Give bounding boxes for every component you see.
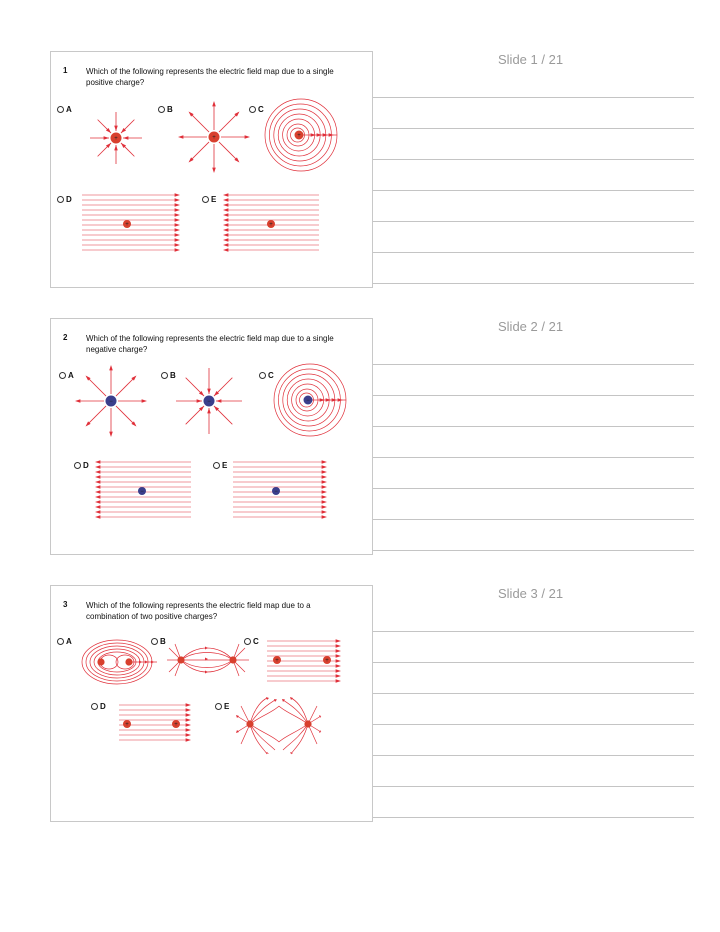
field-line xyxy=(191,142,209,160)
field-line xyxy=(116,378,134,396)
option-label: E xyxy=(211,195,217,204)
arrowhead xyxy=(336,639,341,643)
field-line xyxy=(191,114,209,132)
arrowhead xyxy=(186,713,191,717)
arrowhead xyxy=(223,203,228,207)
arrowhead xyxy=(322,510,327,514)
arrowhead xyxy=(322,475,327,479)
radio-button[interactable] xyxy=(158,106,165,113)
arrowhead xyxy=(212,168,216,173)
arrowhead xyxy=(207,389,211,394)
charge-sign: − xyxy=(140,489,144,495)
arrowhead xyxy=(336,664,341,668)
arrowhead xyxy=(336,659,341,663)
radio-button[interactable] xyxy=(259,372,266,379)
charge-sign: + xyxy=(114,136,118,142)
note-line xyxy=(373,631,694,632)
radio-button[interactable] xyxy=(213,462,220,469)
radio-button[interactable] xyxy=(249,106,256,113)
slide-2 xyxy=(50,318,373,555)
arrowhead xyxy=(175,208,180,212)
arrowhead xyxy=(336,649,341,653)
field-line xyxy=(88,406,106,424)
option-d[interactable] xyxy=(57,195,72,204)
option-a[interactable] xyxy=(57,105,72,114)
option-c[interactable] xyxy=(249,105,264,114)
option-b[interactable] xyxy=(158,105,173,114)
arrowhead xyxy=(223,223,228,227)
charge-sign: + xyxy=(174,722,178,728)
field-line xyxy=(116,406,134,424)
arrowhead xyxy=(95,480,100,484)
arrowhead xyxy=(212,101,216,106)
charge-sign: + xyxy=(325,658,329,664)
question-number: 3 xyxy=(63,600,68,609)
field-map-a xyxy=(76,366,146,436)
field-map-c xyxy=(274,361,346,439)
note-line xyxy=(373,283,694,284)
option-label: B xyxy=(160,637,166,646)
arrowhead xyxy=(175,243,180,247)
arrowhead xyxy=(216,399,221,403)
question-text: Which of the following represents the electric field map due to a combination of two positive charges? xyxy=(86,601,311,621)
arrowhead xyxy=(223,238,228,242)
note-line xyxy=(373,786,694,787)
note-line xyxy=(373,488,694,489)
note-line xyxy=(373,755,694,756)
radio-button[interactable] xyxy=(74,462,81,469)
slide-3 xyxy=(50,585,373,822)
arrowhead xyxy=(223,218,228,222)
charge-sign: + xyxy=(212,135,216,141)
option-label: C xyxy=(268,371,274,380)
radio-button[interactable] xyxy=(161,372,168,379)
radio-button[interactable] xyxy=(202,196,209,203)
option-label: D xyxy=(100,702,106,711)
arrowhead xyxy=(95,505,100,509)
slide-1 xyxy=(50,51,373,288)
arrowhead xyxy=(322,495,327,499)
note-line xyxy=(373,97,694,98)
arrowhead xyxy=(322,470,327,474)
arrowhead xyxy=(186,723,191,727)
option-label: D xyxy=(66,195,72,204)
arrowhead xyxy=(178,135,183,139)
option-label: D xyxy=(83,461,89,470)
charge xyxy=(246,720,253,727)
arrowhead xyxy=(95,510,100,514)
arrowhead xyxy=(322,465,327,469)
field-map-b xyxy=(179,102,249,172)
option-label: B xyxy=(170,371,176,380)
arrowhead xyxy=(95,465,100,469)
arrowhead xyxy=(175,228,180,232)
option-d[interactable] xyxy=(74,461,89,470)
arrowhead xyxy=(95,515,100,519)
note-line xyxy=(373,426,694,427)
radio-button[interactable] xyxy=(59,372,66,379)
arrowhead xyxy=(109,432,113,437)
arrowhead xyxy=(175,233,180,237)
field-map-e xyxy=(235,696,331,756)
arrowhead xyxy=(95,495,100,499)
slide-label: Slide 3 / 21 xyxy=(498,586,564,601)
field-map-c xyxy=(265,638,341,684)
arrowhead xyxy=(336,674,341,678)
arrowhead xyxy=(114,145,118,150)
radio-button[interactable] xyxy=(57,106,64,113)
option-label: E xyxy=(224,702,230,711)
arrowhead xyxy=(223,243,228,247)
arrowhead xyxy=(109,365,113,370)
arrowhead xyxy=(322,460,327,464)
question-number: 1 xyxy=(63,66,68,75)
arrowhead xyxy=(186,733,191,737)
note-line xyxy=(373,457,694,458)
arrowhead xyxy=(311,133,316,137)
charge xyxy=(229,656,236,663)
arrowhead xyxy=(175,238,180,242)
arrowhead xyxy=(95,470,100,474)
note-line xyxy=(373,364,694,365)
arrowhead xyxy=(322,515,327,519)
option-e[interactable] xyxy=(202,195,216,204)
field-map-e xyxy=(223,192,321,254)
arrowhead xyxy=(95,500,100,504)
slide-label: Slide 2 / 21 xyxy=(498,319,564,334)
arrowhead xyxy=(186,708,191,712)
field-map-a xyxy=(81,638,157,686)
note-line xyxy=(373,221,694,222)
note-line xyxy=(373,817,694,818)
note-line xyxy=(373,724,694,725)
radio-button[interactable] xyxy=(91,703,98,710)
radio-button[interactable] xyxy=(57,638,64,645)
note-line xyxy=(373,128,694,129)
arrowhead xyxy=(336,669,341,673)
option-label: C xyxy=(258,105,264,114)
charge xyxy=(304,720,311,727)
question-text: Which of the following represents the electric field map due to a single negative charge? xyxy=(86,334,334,354)
option-label: C xyxy=(253,637,259,646)
arrowhead xyxy=(336,679,341,683)
arrowhead xyxy=(123,136,128,140)
arrowhead xyxy=(223,248,228,252)
arrowhead xyxy=(223,208,228,212)
option-c[interactable] xyxy=(259,371,272,380)
field-map-b xyxy=(165,638,261,686)
note-line xyxy=(373,190,694,191)
arrowhead xyxy=(207,408,211,413)
charge-sign: − xyxy=(207,399,211,405)
arrowhead xyxy=(322,500,327,504)
arrowhead xyxy=(326,398,331,402)
arrowhead xyxy=(75,399,80,403)
note-line xyxy=(373,662,694,663)
arrowhead xyxy=(323,133,328,137)
arrowhead xyxy=(322,490,327,494)
arrowhead xyxy=(95,475,100,479)
option-a[interactable] xyxy=(59,371,74,380)
arrowhead xyxy=(322,480,327,484)
field-line xyxy=(88,378,106,396)
option-label: A xyxy=(66,637,72,646)
note-line xyxy=(373,252,694,253)
arrowhead xyxy=(142,399,147,403)
field-map-d xyxy=(117,702,191,746)
option-d[interactable] xyxy=(91,702,106,711)
note-line xyxy=(373,519,694,520)
arrowhead xyxy=(95,490,100,494)
arrowhead xyxy=(332,398,337,402)
field-line xyxy=(219,142,237,160)
charge-sign: + xyxy=(125,222,129,228)
arrowhead xyxy=(322,485,327,489)
arrowhead xyxy=(322,505,327,509)
charge-sign: + xyxy=(269,222,273,228)
charge-sign: + xyxy=(125,722,129,728)
radio-button[interactable] xyxy=(215,703,222,710)
arrowhead xyxy=(197,399,202,403)
charge xyxy=(97,658,104,665)
arrowhead xyxy=(336,654,341,658)
option-label: A xyxy=(66,105,72,114)
arrowhead xyxy=(223,198,228,202)
arrowhead xyxy=(175,198,180,202)
note-line xyxy=(373,159,694,160)
arrowhead xyxy=(223,228,228,232)
charge-sign: − xyxy=(306,398,310,404)
arrowhead xyxy=(175,203,180,207)
arrowhead xyxy=(175,248,180,252)
arrowhead xyxy=(114,126,118,131)
arrowhead xyxy=(186,728,191,732)
field-map-b xyxy=(174,366,244,436)
radio-button[interactable] xyxy=(57,196,64,203)
arrowhead xyxy=(175,223,180,227)
charge-sign: + xyxy=(297,133,301,139)
option-label: E xyxy=(222,461,228,470)
arrowhead xyxy=(175,213,180,217)
arrowhead xyxy=(186,718,191,722)
option-e[interactable] xyxy=(215,702,229,711)
question-number: 2 xyxy=(63,333,68,342)
charge xyxy=(177,656,184,663)
arrowhead xyxy=(245,135,250,139)
charge-sign: − xyxy=(274,489,278,495)
option-a[interactable] xyxy=(57,637,72,646)
arrowhead xyxy=(223,213,228,217)
arrowhead xyxy=(223,193,228,197)
field-map-d xyxy=(80,192,180,254)
note-line xyxy=(373,693,694,694)
question-text: Which of the following represents the electric field map due to a single positive charge? xyxy=(86,67,334,87)
arrowhead xyxy=(95,460,100,464)
charge xyxy=(125,658,132,665)
note-line xyxy=(373,550,694,551)
arrowhead xyxy=(95,485,100,489)
arrowhead xyxy=(175,218,180,222)
arrowhead xyxy=(320,398,325,402)
charge-sign: + xyxy=(275,658,279,664)
arrowhead xyxy=(186,703,191,707)
option-e[interactable] xyxy=(213,461,227,470)
option-label: A xyxy=(68,371,74,380)
note-line xyxy=(373,395,694,396)
field-map-c xyxy=(265,96,337,174)
arrowhead xyxy=(336,644,341,648)
option-label: B xyxy=(167,105,173,114)
field-line xyxy=(219,114,237,132)
arrowhead xyxy=(104,136,109,140)
arrowhead xyxy=(186,738,191,742)
arrowhead xyxy=(223,233,228,237)
field-map-d xyxy=(95,459,193,519)
field-map-a xyxy=(81,110,151,166)
arrowheads xyxy=(139,661,154,664)
slide-label: Slide 1 / 21 xyxy=(498,52,564,67)
charge-sign: − xyxy=(109,399,113,405)
arrowhead xyxy=(175,193,180,197)
field-map-e xyxy=(231,459,327,519)
arrowhead xyxy=(317,133,322,137)
